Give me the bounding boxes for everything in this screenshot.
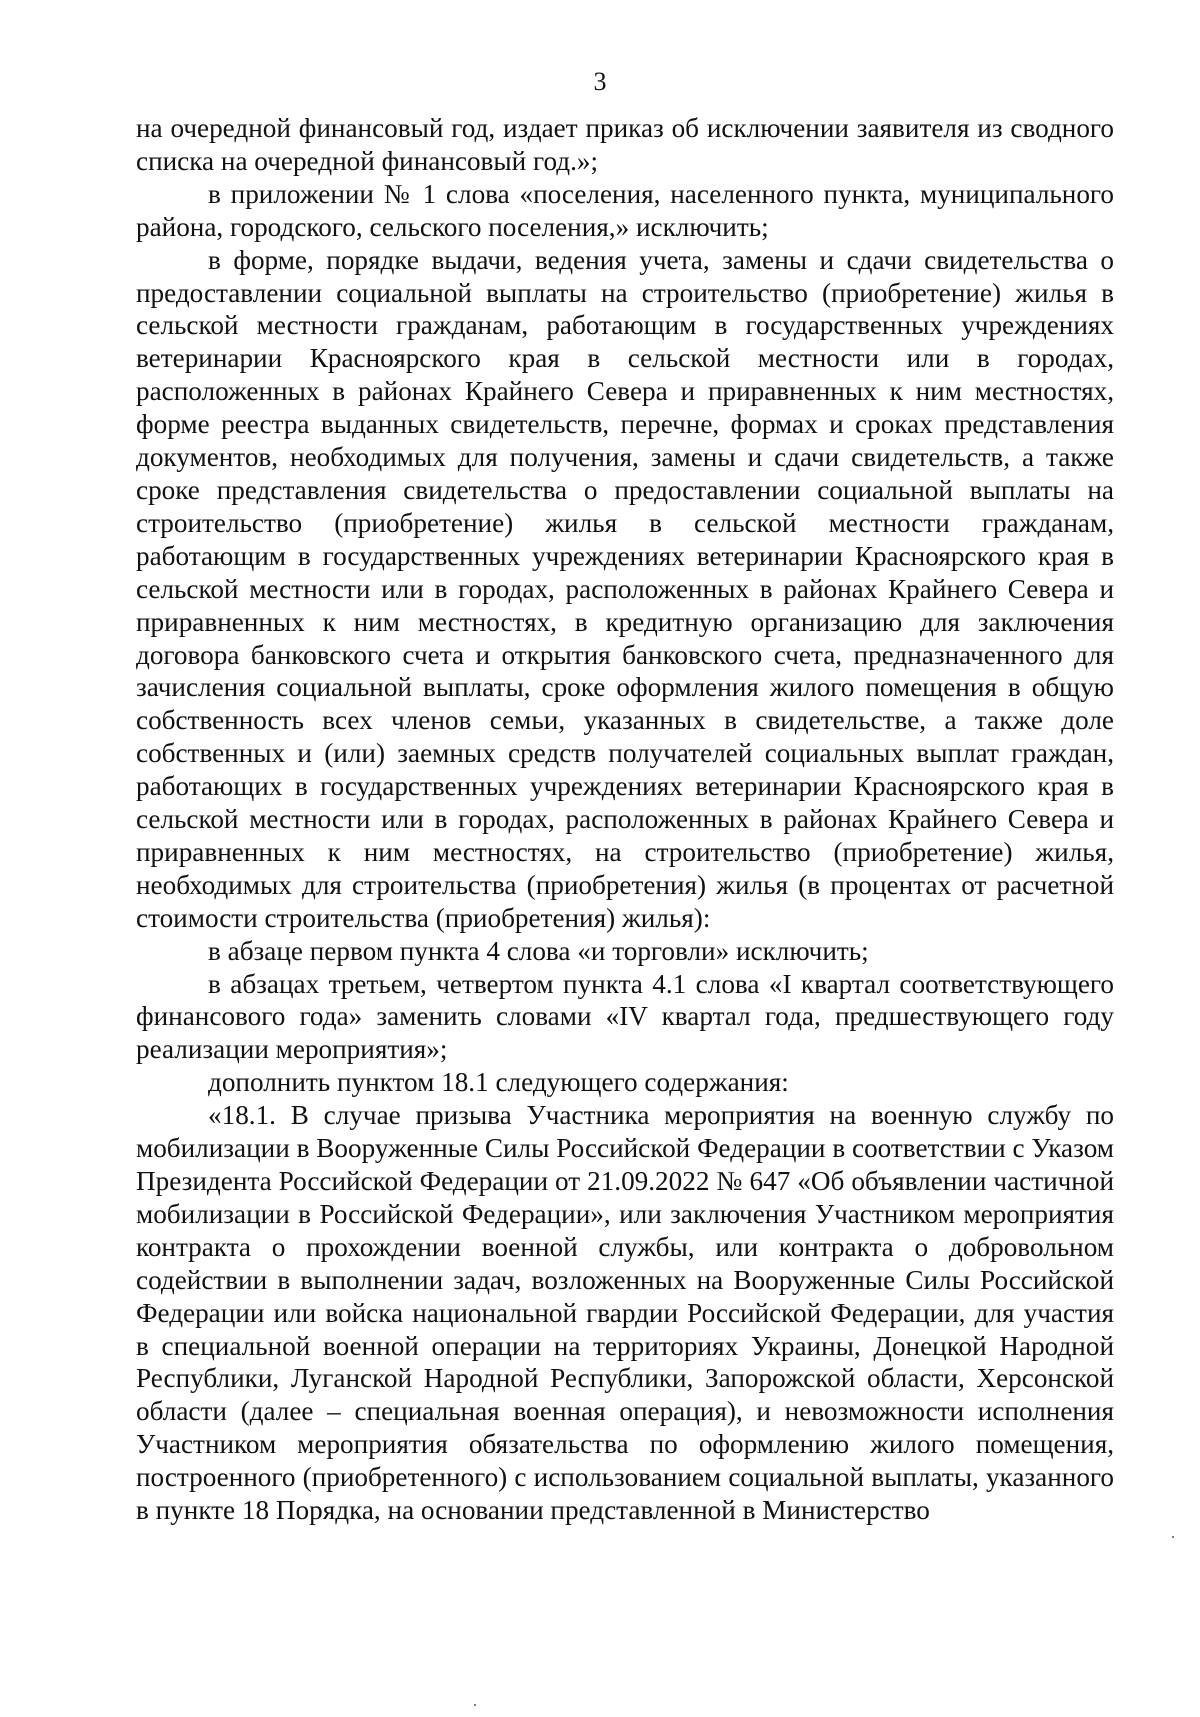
paragraph-point-4-1-amendment: в абзацах третьем, четвертом пункта 4.1 слова «I квартал соответствующего финансового года» заменить словами «IV квартал года, предшествующего году реализации мероприятия»;	[136, 968, 1114, 1065]
scan-speck	[474, 1704, 476, 1706]
scan-speck	[1172, 1536, 1174, 1538]
paragraph-certificate-form-amendment: в форме, порядке выдачи, ведения учета, замены и сдачи свидетельства о предоставлении социальной выплаты на строительство (приобретение) жилья в сельской местности гражданам, работающим в государственных учреждениях ветеринарии Красноярского края в сельской местности или в городах, расположенных в районах Крайнего Севера и приравненных к ним местностях, форме реестра выданных свидетельств, перечне, формах и сроках представления документов, необходимых для получения, замены и сдачи свидетельств, а также сроке представления свидетельства о предоставлении социальной выплаты на строительство (приобретение) жилья в сельской местности гражданам, работающим в государственных учреждениях ветеринарии Красноярского края в сельской местности или в городах, расположенных в районах Крайнего Севера и приравненных к ним местностях, в кредитную организацию для заключения договора банковского счета и открытия банковского счета, предназначенного для зачисления социальной выплаты, сроке оформления жилого помещения в общую собственность всех членов семьи, указанных в свидетельстве, а также доле собственных и (или) заемных средств получателей социальных выплат граждан, работающих в государственных учреждениях ветеринарии Красноярского края в сельской местности или в городах, расположенных в районах Крайнего Севера и приравненных к ним местностях, на строительство (приобретение) жилья, необходимых для строительства (приобретения) жилья (в процентах от расчетной стоимости строительства (приобретения) жилья):	[136, 244, 1114, 933]
paragraph-point-4-amendment: в абзаце первом пункта 4 слова «и торговли» исключить;	[208, 935, 869, 966]
paragraph-appendix-1-amendment: в приложении № 1 слова «поселения, населенного пункта, муниципального района, городского, сельского поселения,» исключить;	[136, 178, 1114, 242]
paragraph-add-point-18-1: дополнить пунктом 18.1 следующего содержания:	[208, 1067, 789, 1098]
paragraph-point-18-1-text: «18.1. В случае призыва Участника мероприятия на военную службу по мобилизации в Вооруженные Силы Российской Федерации в соответствии с Указом Президента Российской Федерации от 21.09.2022 № 647 «Об объявлении частичной мобилизации в Российской Федерации», или заключения Участником мероприятия контракта о прохождении военной службы, или контракта о добровольном содействии в выполнении задач, возложенных на Вооруженные Силы Российской Федерации или войска национальной гвардии Российской Федерации, для участия в специальной военной операции на территориях Украины, Донецкой Народной Республики, Луганской Народной Республики, Запорожской области, Херсонской области (далее – специальная военная операция), и невозможности исполнения Участником мероприятия обязательства по оформлению жилого помещения, построенного (приобретенного) с использованием социальной выплаты, указанного в пункте 18 Порядка, на основании представленной в Министерство	[136, 1100, 1114, 1526]
page-number: 3	[593, 67, 607, 96]
paragraph-continuation: на очередной финансовый год, издает приказ об исключении заявителя из сводного списка на очередной финансовый год.»;	[136, 113, 1114, 176]
document-body	[136, 112, 1114, 1527]
